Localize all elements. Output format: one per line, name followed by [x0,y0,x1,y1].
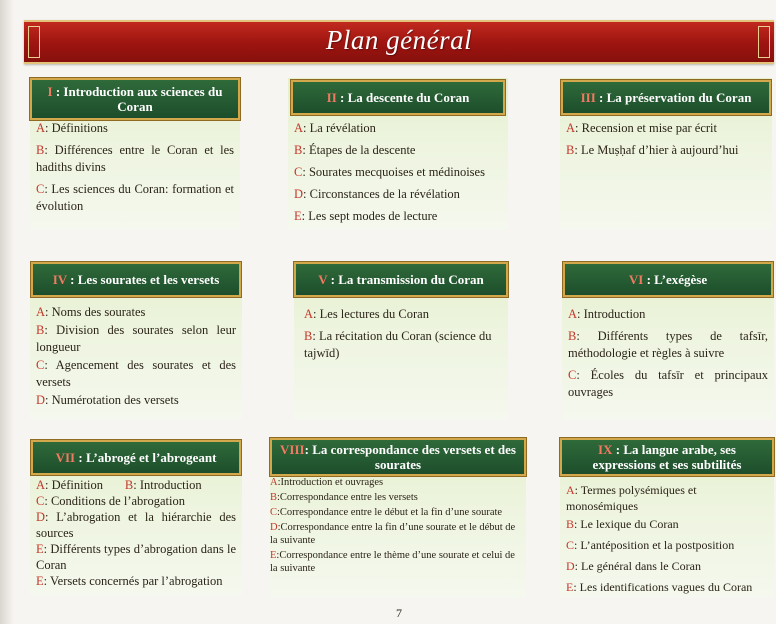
section-number: V [318,272,328,287]
section-title: L’abrogé et l’abrogeant [85,450,217,465]
list-item: D:Correspondance entre la fin d’une sourate et le début de la suivante [270,522,516,546]
section-number: IV [52,272,67,287]
section-6-header: VI : L’exégèse [563,262,773,297]
section-1-card [30,78,240,230]
section-title: La correspondance des versets et des sourates [312,442,516,472]
list-item: D: Numérotation des versets [36,393,179,407]
section-4-items [36,304,236,410]
list-item: A: Définitions [36,121,108,135]
section-title: La descente du Coran [347,90,470,105]
list-item: E:Correspondance entre le thème d’une sourate et celui de la suivante [270,550,515,574]
section-7-items [36,478,236,591]
list-item: B: Division des sourates selon leur longueur [36,323,236,354]
list-item: A: Recension et mise par écrit [566,121,717,135]
section-9-items [566,482,768,600]
list-item: B: Le lexique du Coran [566,517,679,531]
list-item: C: Conditions de l’abrogation [36,493,185,508]
section-number: III [580,90,596,105]
section-8-card [270,438,526,598]
list-item: A: Introduction [568,307,646,321]
list-item: D: Circonstances de la révélation [294,187,460,201]
list-item: E: Versets concernés par l’abrogation [36,574,223,588]
section-5-items [304,306,502,367]
section-3-items [566,120,766,164]
section-title: La préservation du Coran [606,90,752,105]
section-number: VIII [280,442,305,457]
list-item: A:Introduction et ouvrages [270,477,384,488]
list-item: C: Sourates mecquoises et médinoises [294,165,485,179]
section-9-card [560,438,774,598]
section-1-header: I : Introduction aux sciences du Coran [30,78,240,120]
section-number: VII [55,450,76,465]
section-number: VI [628,272,644,287]
title-banner [24,20,774,64]
list-item: B: Différents types de tafsīr, méthodologie et règles à suivre [568,329,768,360]
list-item: B: Le Muṣḥaf d’hier à aujourd’hui [566,143,739,157]
section-title: La langue arabe, ses expressions et ses subtilités [592,442,742,472]
section-6-card [562,262,774,420]
section-title: La transmission du Coran [338,272,484,287]
section-title: L’exégèse [654,272,708,287]
section-2-items [294,120,502,230]
section-4-card [30,262,242,420]
section-8-header: VIII: La correspondance des versets et des sourates [270,438,526,476]
list-item: D: Le général dans le Coran [566,559,701,573]
section-number: IX [598,442,613,457]
list-item: E: Les identifications vagues du Coran [566,580,753,594]
list-item: B: Étapes de la descente [294,143,416,157]
section-7-card [30,440,242,596]
page-title: Plan général [325,25,473,55]
list-item: C:Correspondance entre le début et la fin d’une sourate [270,507,503,518]
list-item: E: Les sept modes de lecture [294,209,438,223]
section-3-card [560,78,772,230]
list-item: C: L’antéposition et la postposition [566,538,735,552]
section-4-header: IV : Les sourates et les versets [31,262,241,297]
section-number: I [47,84,53,99]
list-item: A: Termes polysémiques et monosémiques [566,483,697,513]
list-item: C: Les sciences du Coran: formation et évolution [36,182,234,213]
list-item: B: Différences entre le Coran et les hadiths divins [36,143,234,174]
list-item: A: La révélation [294,121,376,135]
section-number: II [326,90,337,105]
list-item: C: Écoles du tafsīr et principaux ouvrages [568,368,768,399]
page-edge-shadow [0,0,14,624]
section-5-card [294,262,508,420]
section-3-header: III : La préservation du Coran [561,80,771,115]
list-item: A: Définition B: Introduction [36,478,202,492]
section-title: Introduction aux sciences du Coran [63,84,223,114]
section-8-items [270,476,518,577]
list-item: A: Les lectures du Coran [304,307,429,321]
page-number: 7 [396,606,402,620]
list-item: D: L’abrogation et la hiérarchie des sources [36,510,236,540]
section-9-header: IX : La langue arabe, ses expressions et ses subtilités [560,438,774,476]
list-item: E: Différents types d’abrogation dans le Coran [36,542,236,572]
section-5-header: V : La transmission du Coran [294,262,508,297]
section-2-header: II : La descente du Coran [291,80,505,115]
section-6-items [568,306,768,406]
section-1-items [36,120,234,220]
section-2-card [288,78,508,230]
list-item: A: Noms des sourates [36,305,146,319]
section-7-header: VII : L’abrogé et l’abrogeant [31,440,241,475]
section-title: Les sourates et les versets [77,272,220,287]
list-item: C: Agencement des sourates et des versets [36,358,236,389]
list-item: B: La récitation du Coran (science du tajwīd) [304,329,492,360]
list-item: B:Correspondance entre les versets [270,492,418,503]
